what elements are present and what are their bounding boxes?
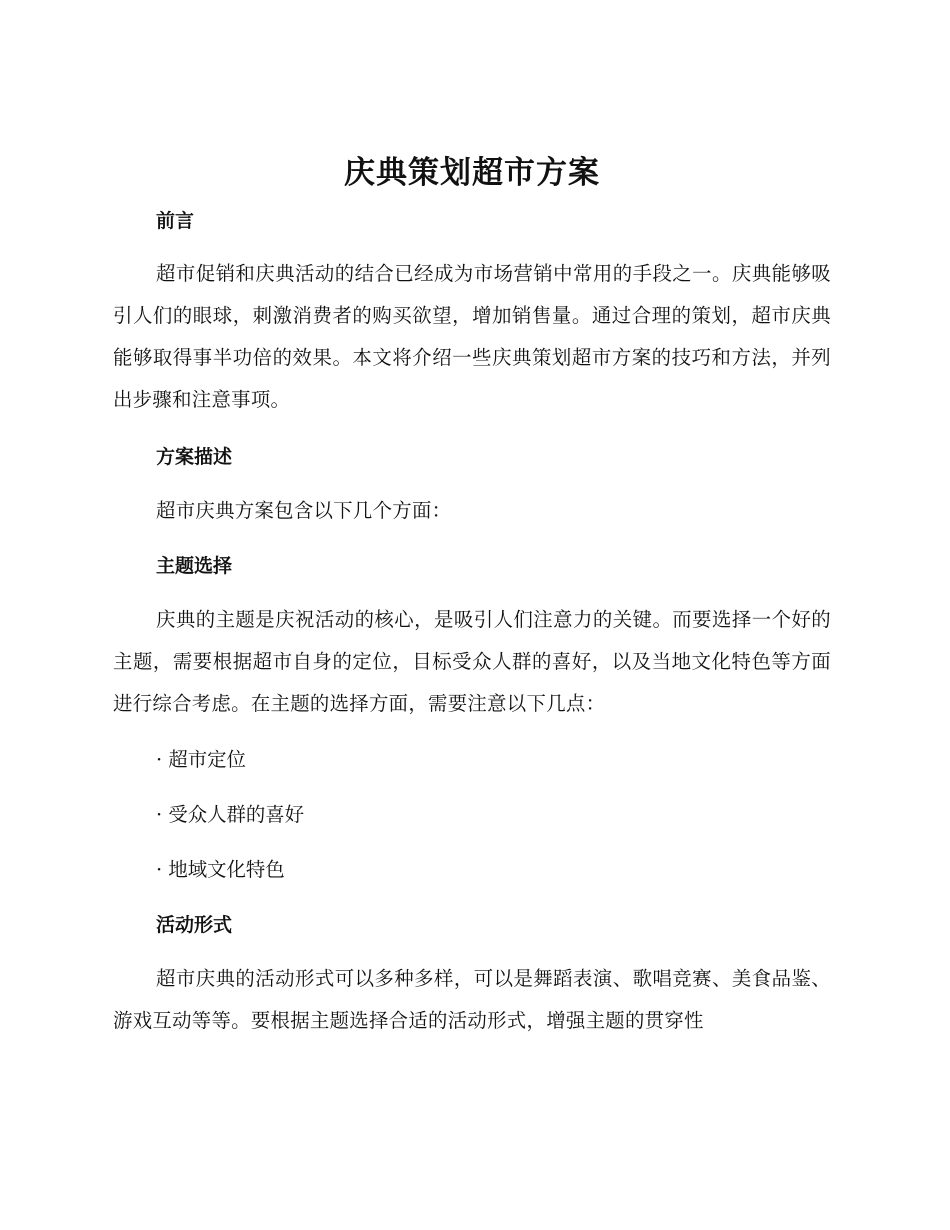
paragraph-theme-selection: 庆典的主题是庆祝活动的核心，是吸引人们注意力的关键。而要选择一个好的主题，需要根据超市自身的定位，目标受众人群的喜好，以及当地文化特色等方面进行综合考虑。在主题的选择方面，需要注意以下几点： (113, 608, 831, 715)
section-heading-theme-selection: 主题选择 (156, 555, 233, 577)
document-page (113, 0, 831, 1230)
section-heading-activity-format: 活动形式 (156, 914, 233, 936)
section-heading-preface: 前言 (156, 210, 195, 232)
document-title: 庆典策划超市方案 (344, 155, 600, 191)
paragraph-activity-format: 超市庆典的活动形式可以多种多样，可以是舞蹈表演、歌唱竞赛、美食品鉴、游戏互动等等。要根据主题选择合适的活动形式，增强主题的贯穿性 (113, 967, 831, 1032)
paragraph-preface: 超市促销和庆典活动的结合已经成为市场营销中常用的手段之一。庆典能够吸引人们的眼球，刺激消费者的购买欲望，增加销售量。通过合理的策划，超市庆典能够取得事半功倍的效果。本文将介绍一些庆典策划超市方案的技巧和方法，并列出步骤和注意事项。 (113, 262, 831, 411)
section-heading-plan-description: 方案描述 (156, 446, 233, 468)
paragraph-plan-description: 超市庆典方案包含以下几个方面： (156, 499, 452, 522)
bullet-item: · 受众人群的喜好 (156, 803, 305, 826)
bullet-item: · 超市定位 (156, 748, 246, 771)
bullet-item: · 地域文化特色 (156, 858, 285, 881)
